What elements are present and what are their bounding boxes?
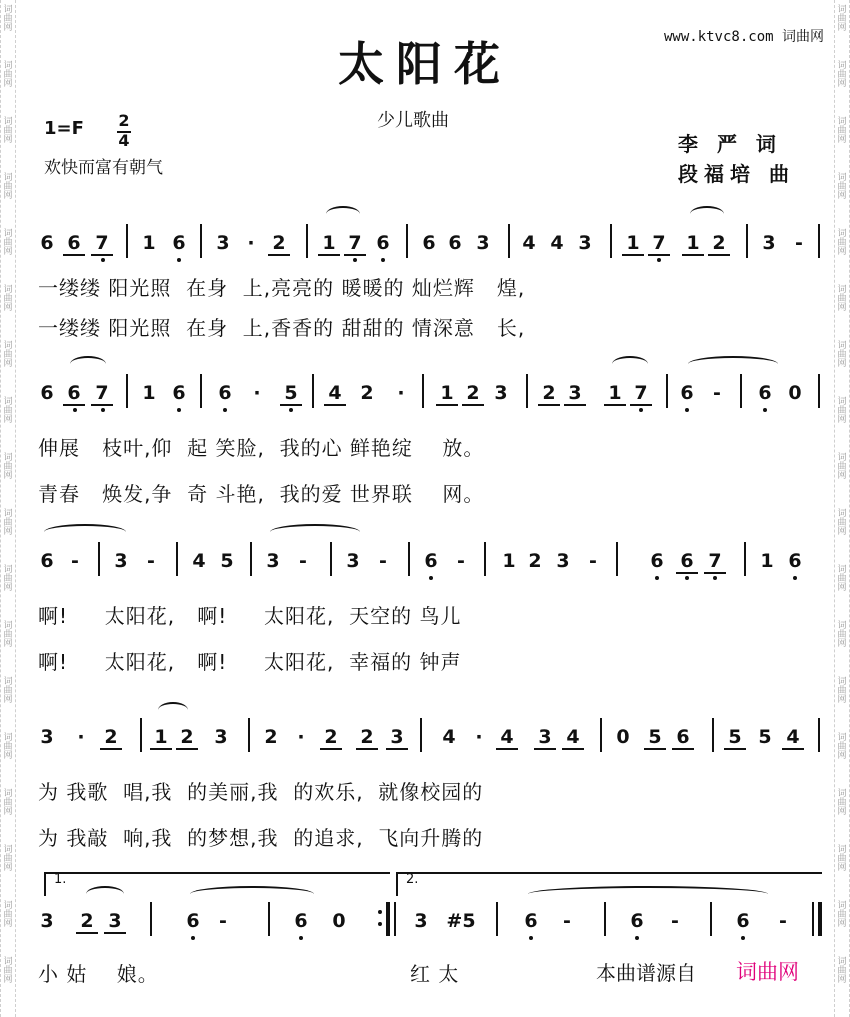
lyric-line: 啊! 太阳花, 啊! 太阳花, 天空的 鸟儿	[38, 604, 462, 628]
low-octave-dot	[73, 408, 77, 412]
watermark-text: 词曲网	[837, 845, 847, 873]
slur	[326, 206, 360, 222]
note: 3	[216, 232, 230, 254]
note: 6	[676, 550, 698, 574]
watermark-text: 词曲网	[3, 733, 13, 761]
note: 1	[502, 550, 516, 572]
low-octave-dot	[639, 408, 643, 412]
watermark-text: 词曲网	[3, 621, 13, 649]
low-octave-dot	[429, 576, 433, 580]
barline	[604, 902, 606, 936]
repeat-dot	[378, 922, 382, 926]
note: 2	[264, 726, 278, 748]
barline	[744, 542, 746, 576]
barline	[818, 374, 820, 408]
barline	[98, 542, 100, 576]
lyric-line: 为 我歌 唱,我 的美丽,我 的欢乐, 就像校园的	[38, 780, 484, 804]
barline	[408, 542, 410, 576]
barline	[666, 374, 668, 408]
note: 4	[782, 726, 804, 750]
note: 2	[76, 910, 98, 934]
note: 2	[268, 232, 290, 256]
low-octave-dot	[177, 258, 181, 262]
barline	[616, 542, 618, 576]
repeat-dot	[378, 910, 382, 914]
watermark-text: 词曲网	[3, 117, 13, 145]
note: 2	[360, 382, 374, 404]
note: 6	[650, 550, 664, 572]
subtitle: 少儿歌曲	[377, 110, 449, 131]
note: 6	[294, 910, 308, 932]
note: 5	[758, 726, 772, 748]
low-octave-dot	[657, 258, 661, 262]
note: 0	[616, 726, 630, 748]
note: 3	[578, 232, 592, 254]
note: 2	[528, 550, 542, 572]
watermark-text: 词曲网	[3, 901, 13, 929]
note: 4	[442, 726, 456, 748]
watermark-text: 词曲网	[837, 285, 847, 313]
note: 6	[218, 382, 232, 404]
slur	[688, 356, 778, 372]
watermark-text: 词曲网	[837, 453, 847, 481]
note: 6	[63, 382, 85, 406]
barline	[150, 902, 152, 936]
note: 6	[63, 232, 85, 256]
note: -	[779, 910, 787, 932]
watermark-text: 词曲网	[3, 61, 13, 89]
left-watermark-strip	[0, 0, 16, 1017]
barline	[268, 902, 270, 936]
note: 3	[104, 910, 126, 934]
note: 7	[630, 382, 652, 406]
note: ·	[397, 382, 405, 404]
note: 5	[724, 726, 746, 750]
watermark-text: 词曲网	[3, 229, 13, 257]
barline	[250, 542, 252, 576]
watermark-text: 词曲网	[3, 789, 13, 817]
source-label: 本曲谱源自	[596, 961, 696, 985]
note: 7	[91, 232, 113, 256]
note: 4	[522, 232, 536, 254]
barline	[420, 718, 422, 752]
note: 2	[320, 726, 342, 750]
note: 3	[40, 910, 54, 932]
watermark-text: 词曲网	[837, 621, 847, 649]
right-watermark-strip	[834, 0, 850, 1017]
note: 2	[462, 382, 484, 406]
note: 7	[704, 550, 726, 574]
note: -	[299, 550, 307, 572]
low-octave-dot	[713, 576, 717, 580]
note: -	[563, 910, 571, 932]
note: 1	[622, 232, 644, 256]
note: 4	[192, 550, 206, 572]
barline	[422, 374, 424, 408]
barline	[406, 224, 408, 258]
low-octave-dot	[101, 408, 105, 412]
note: 1	[760, 550, 774, 572]
slur	[690, 206, 724, 222]
watermark-text: 词曲网	[3, 5, 13, 33]
song-title: 太阳花	[338, 37, 512, 91]
barline	[818, 224, 820, 258]
note: 6	[672, 726, 694, 750]
low-octave-dot	[655, 576, 659, 580]
barline	[176, 542, 178, 576]
note: 0	[332, 910, 346, 932]
note: 2	[708, 232, 730, 256]
note: 5	[220, 550, 234, 572]
low-octave-dot	[191, 936, 195, 940]
watermark-text: 词曲网	[837, 957, 847, 985]
low-octave-dot	[381, 258, 385, 262]
low-octave-dot	[635, 936, 639, 940]
note: 1	[604, 382, 626, 406]
note: -	[795, 232, 803, 254]
watermark-text: 词曲网	[837, 117, 847, 145]
note: 2	[176, 726, 198, 750]
note: 3	[494, 382, 508, 404]
barline	[496, 902, 498, 936]
note: 3	[534, 726, 556, 750]
low-octave-dot	[741, 936, 745, 940]
watermark-text: 词曲网	[3, 509, 13, 537]
note: 6	[186, 910, 200, 932]
note: 3	[346, 550, 360, 572]
note: 2	[100, 726, 122, 750]
watermark-text: 词曲网	[837, 5, 847, 33]
watermark-text: 词曲网	[837, 229, 847, 257]
barline	[508, 224, 510, 258]
time-signature-top: 2	[118, 111, 130, 130]
barline	[484, 542, 486, 576]
slur	[190, 886, 314, 902]
note: 1	[150, 726, 172, 750]
slur	[270, 524, 360, 540]
barline	[126, 374, 128, 408]
watermark-text: 词曲网	[837, 397, 847, 425]
note: 3	[214, 726, 228, 748]
note: -	[379, 550, 387, 572]
watermark-text: 词曲网	[3, 173, 13, 201]
watermark-text: 词曲网	[3, 677, 13, 705]
barline	[746, 224, 748, 258]
barline	[812, 902, 814, 936]
note: -	[457, 550, 465, 572]
note: 6	[424, 550, 438, 572]
note: 3	[386, 726, 408, 750]
note: 6	[448, 232, 462, 254]
note: 1	[142, 382, 156, 404]
note: -	[71, 550, 79, 572]
note: 6	[524, 910, 538, 932]
note: 4	[562, 726, 584, 750]
watermark-text: 词曲网	[837, 901, 847, 929]
watermark-text: 词曲网	[837, 677, 847, 705]
slur	[44, 524, 126, 540]
barline	[312, 374, 314, 408]
note: 3	[762, 232, 776, 254]
barline	[526, 374, 528, 408]
barline	[126, 224, 128, 258]
slur	[70, 356, 106, 372]
note: 3	[556, 550, 570, 572]
key-signature: 1=F	[44, 118, 84, 139]
watermark-text: 词曲网	[837, 565, 847, 593]
watermark-text: 词曲网	[3, 453, 13, 481]
watermark-text: 词曲网	[3, 845, 13, 873]
note: -	[713, 382, 721, 404]
watermark-text: 词曲网	[3, 565, 13, 593]
note: #5	[446, 910, 476, 932]
note: 4	[324, 382, 346, 406]
note: 4	[496, 726, 518, 750]
lyric-line: 啊! 太阳花, 啊! 太阳花, 幸福的 钟声	[38, 650, 462, 674]
time-signature-bottom: 4	[118, 131, 130, 150]
note: 6	[422, 232, 436, 254]
watermark-text: 词曲网	[837, 341, 847, 369]
watermark-text: 词曲网	[3, 957, 13, 985]
low-octave-dot	[299, 936, 303, 940]
note: -	[589, 550, 597, 572]
lyric-line: 红 太	[410, 962, 460, 986]
note: ·	[77, 726, 85, 748]
barline	[200, 224, 202, 258]
low-octave-dot	[353, 258, 357, 262]
lyric-line: 青春 焕发,争 奇 斗艳, 我的爱 世界联 网。	[38, 482, 485, 506]
lyricist: 李 严 词	[678, 132, 782, 156]
note: 3	[40, 726, 54, 748]
note: 4	[550, 232, 564, 254]
note: 6	[788, 550, 802, 572]
note: ·	[247, 232, 255, 254]
volta-label: 1.	[54, 872, 67, 887]
low-octave-dot	[529, 936, 533, 940]
note: -	[219, 910, 227, 932]
low-octave-dot	[763, 408, 767, 412]
note: 6	[40, 550, 54, 572]
note: 1	[436, 382, 458, 406]
note: 2	[538, 382, 560, 406]
note: 7	[91, 382, 113, 406]
note: 7	[344, 232, 366, 256]
note: 6	[736, 910, 750, 932]
barline	[710, 902, 712, 936]
low-octave-dot	[101, 258, 105, 262]
barline	[600, 718, 602, 752]
note: 3	[114, 550, 128, 572]
barline	[330, 542, 332, 576]
watermark-text: 词曲网	[837, 509, 847, 537]
note: 1	[318, 232, 340, 256]
note: 6	[630, 910, 644, 932]
barline	[818, 718, 820, 752]
note: -	[147, 550, 155, 572]
lyric-line: 一缕缕 阳光照 在身 上,亮亮的 暖暖的 灿烂辉 煌,	[38, 276, 526, 300]
note: 2	[356, 726, 378, 750]
repeat-end-barline	[386, 902, 390, 936]
lyric-line: 一缕缕 阳光照 在身 上,香香的 甜甜的 情深意 长,	[38, 316, 526, 340]
composer: 段福培 曲	[678, 162, 795, 186]
note: 6	[758, 382, 772, 404]
barline	[394, 902, 396, 936]
watermark-text: 词曲网	[3, 341, 13, 369]
barline	[712, 718, 714, 752]
slur	[86, 886, 124, 902]
source-site-link[interactable]: 词曲网	[736, 960, 799, 984]
low-octave-dot	[685, 408, 689, 412]
note: 6	[680, 382, 694, 404]
note: 0	[788, 382, 802, 404]
watermark-text: 词曲网	[837, 733, 847, 761]
barline	[610, 224, 612, 258]
note: 1	[682, 232, 704, 256]
barline	[740, 374, 742, 408]
note: 6	[172, 382, 186, 404]
volta-label: 2.	[406, 872, 419, 887]
note: 6	[40, 232, 54, 254]
note: 1	[142, 232, 156, 254]
watermark-text: 词曲网	[837, 789, 847, 817]
barline	[248, 718, 250, 752]
note: ·	[475, 726, 483, 748]
barline	[140, 718, 142, 752]
note: 7	[648, 232, 670, 256]
low-octave-dot	[289, 408, 293, 412]
tempo-marking: 欢快而富有朝气	[44, 158, 163, 178]
watermark-text: 词曲网	[837, 61, 847, 89]
note: 5	[644, 726, 666, 750]
final-barline	[818, 902, 822, 936]
note: 3	[476, 232, 490, 254]
note: ·	[297, 726, 305, 748]
barline	[306, 224, 308, 258]
watermark-text: 词曲网	[3, 397, 13, 425]
note: 6	[40, 382, 54, 404]
low-octave-dot	[793, 576, 797, 580]
note: 6	[172, 232, 186, 254]
note: 6	[376, 232, 390, 254]
slur	[528, 886, 768, 902]
watermark-text: 词曲网	[3, 285, 13, 313]
note: ·	[253, 382, 261, 404]
low-octave-dot	[223, 408, 227, 412]
note: -	[671, 910, 679, 932]
slur	[612, 356, 648, 372]
note: 3	[266, 550, 280, 572]
low-octave-dot	[685, 576, 689, 580]
lyric-line: 小 姑 娘。	[38, 962, 159, 986]
lyric-line: 伸展 枝叶,仰 起 笑脸, 我的心 鲜艳绽 放。	[38, 436, 485, 460]
watermark-text: 词曲网	[837, 173, 847, 201]
slur	[158, 702, 188, 718]
note: 5	[280, 382, 302, 406]
note: 3	[564, 382, 586, 406]
low-octave-dot	[177, 408, 181, 412]
note: 3	[414, 910, 428, 932]
lyric-line: 为 我敲 响,我 的梦想,我 的追求, 飞向升腾的	[38, 826, 484, 850]
website-label: www.ktvc8.com 词曲网	[663, 29, 824, 45]
barline	[200, 374, 202, 408]
